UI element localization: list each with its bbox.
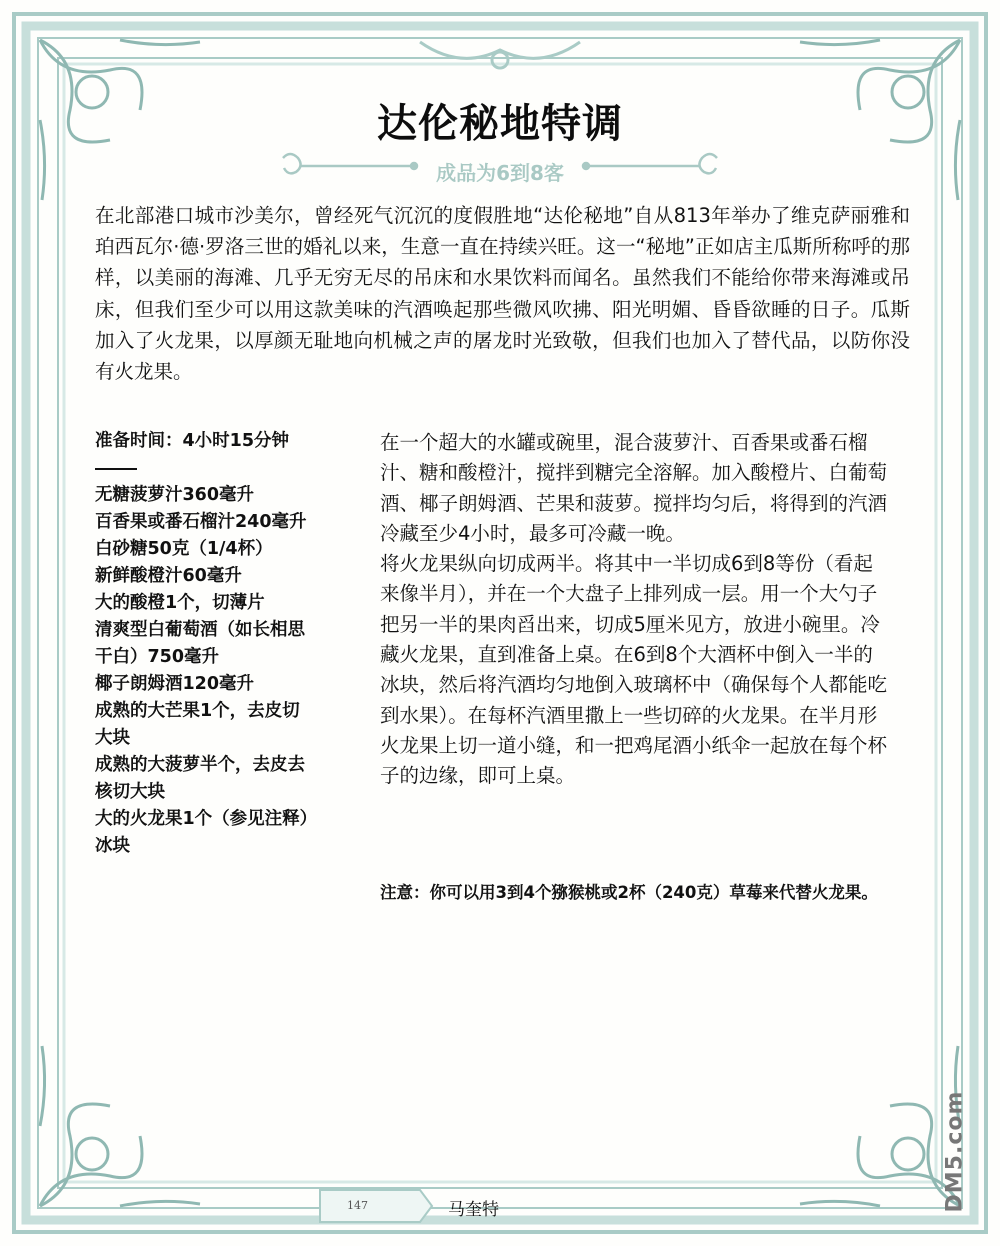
recipe-title: 达伦秘地特调 bbox=[377, 101, 623, 147]
instructions-column bbox=[380, 428, 892, 792]
intro-paragraph: 在北部港口城市沙美尔，曾经死气沉沉的度假胜地“达伦秘地”自从813年举办了维克萨丽雅和珀西瓦尔·德·罗洛三世的婚礼以来，生意一直在持续兴旺。这一“秘地”正如店主瓜斯所称呼的那样，以美丽的海滩、几乎无穷无尽的吊床和水果饮料而闻名。虽然我们不能给你带来海滩或吊床，但我们至少可以用这款美味的汽酒唤起那些微风吹拂、阳光明媚、昏昏欲睡的日子。瓜斯加入了火龙果，以厚颜无耻地向机械之声的屠龙时光致敬，但我们也加入了替代品，以防你没有火龙果。 bbox=[95, 204, 910, 384]
ingredient-item: 成熟的大芒果1个，去皮切大块 bbox=[95, 701, 300, 748]
instruction-step: 将火龙果纵向切成两半。将其中一半切成6到8等份（看起来像半月），并在一个大盘子上排列成一层。用一个大勺子把另一半的果肉舀出来，切成5厘米见方，放进小碗里。冷藏火龙果，直到准备上桌。在6到8个大酒杯中倒入一半的冰块，然后将汽酒均匀地倒入玻璃杯中（确保每个人都能吃到水果）。在每杯汽酒里撒上一些切碎的火龙果。在半月形火龙果上切一道小缝，和一把鸡尾酒小纸伞一起放在每个杯子的边缘，即可上桌。 bbox=[380, 552, 888, 788]
watermark: DM5.com bbox=[942, 1090, 968, 1213]
ingredient-item: 新鲜酸橙汁60毫升 bbox=[95, 566, 242, 586]
divider bbox=[95, 468, 137, 470]
ingredient-item: 百香果或番石榴汁240毫升 bbox=[95, 512, 307, 532]
instruction-step: 在一个超大的水罐或碗里，混合菠萝汁、百香果或番石榴汁、糖和酸橙汁，搅拌到糖完全溶解。加入酸橙片、白葡萄酒、椰子朗姆酒、芒果和菠萝。搅拌均匀后，将得到的汽酒冷藏至少4小时，最多可冷藏一晚。 bbox=[380, 431, 888, 545]
recipe-note: 注意：你可以用3到4个猕猴桃或2杯（240克）草莓来代替火龙果。 bbox=[380, 883, 878, 902]
ingredient-item: 成熟的大菠萝半个，去皮去核切大块 bbox=[95, 755, 305, 802]
page-number-plaque bbox=[320, 1190, 432, 1222]
prep-time: 准备时间：4小时15分钟 bbox=[95, 431, 290, 451]
ingredient-item: 大的酸橙1个，切薄片 bbox=[95, 593, 265, 613]
footer-text: 马奎特 bbox=[448, 1200, 499, 1220]
servings-subtitle: 成品为6到8客 bbox=[436, 161, 564, 185]
page-number: 147 bbox=[347, 1199, 368, 1212]
ingredient-item: 大的火龙果1个（参见注释） bbox=[95, 809, 318, 829]
ingredient-item: 白砂糖50克（1/4杯） bbox=[95, 539, 273, 559]
ingredient-item: 冰块 bbox=[95, 836, 130, 856]
ingredient-item: 无糖菠萝汁360毫升 bbox=[95, 485, 255, 505]
ingredient-item: 清爽型白葡萄酒（如长相思干白）750毫升 bbox=[95, 620, 305, 667]
ingredient-item: 椰子朗姆酒120毫升 bbox=[95, 674, 255, 694]
ingredients-column bbox=[95, 428, 318, 860]
ingredient-list bbox=[95, 482, 318, 860]
